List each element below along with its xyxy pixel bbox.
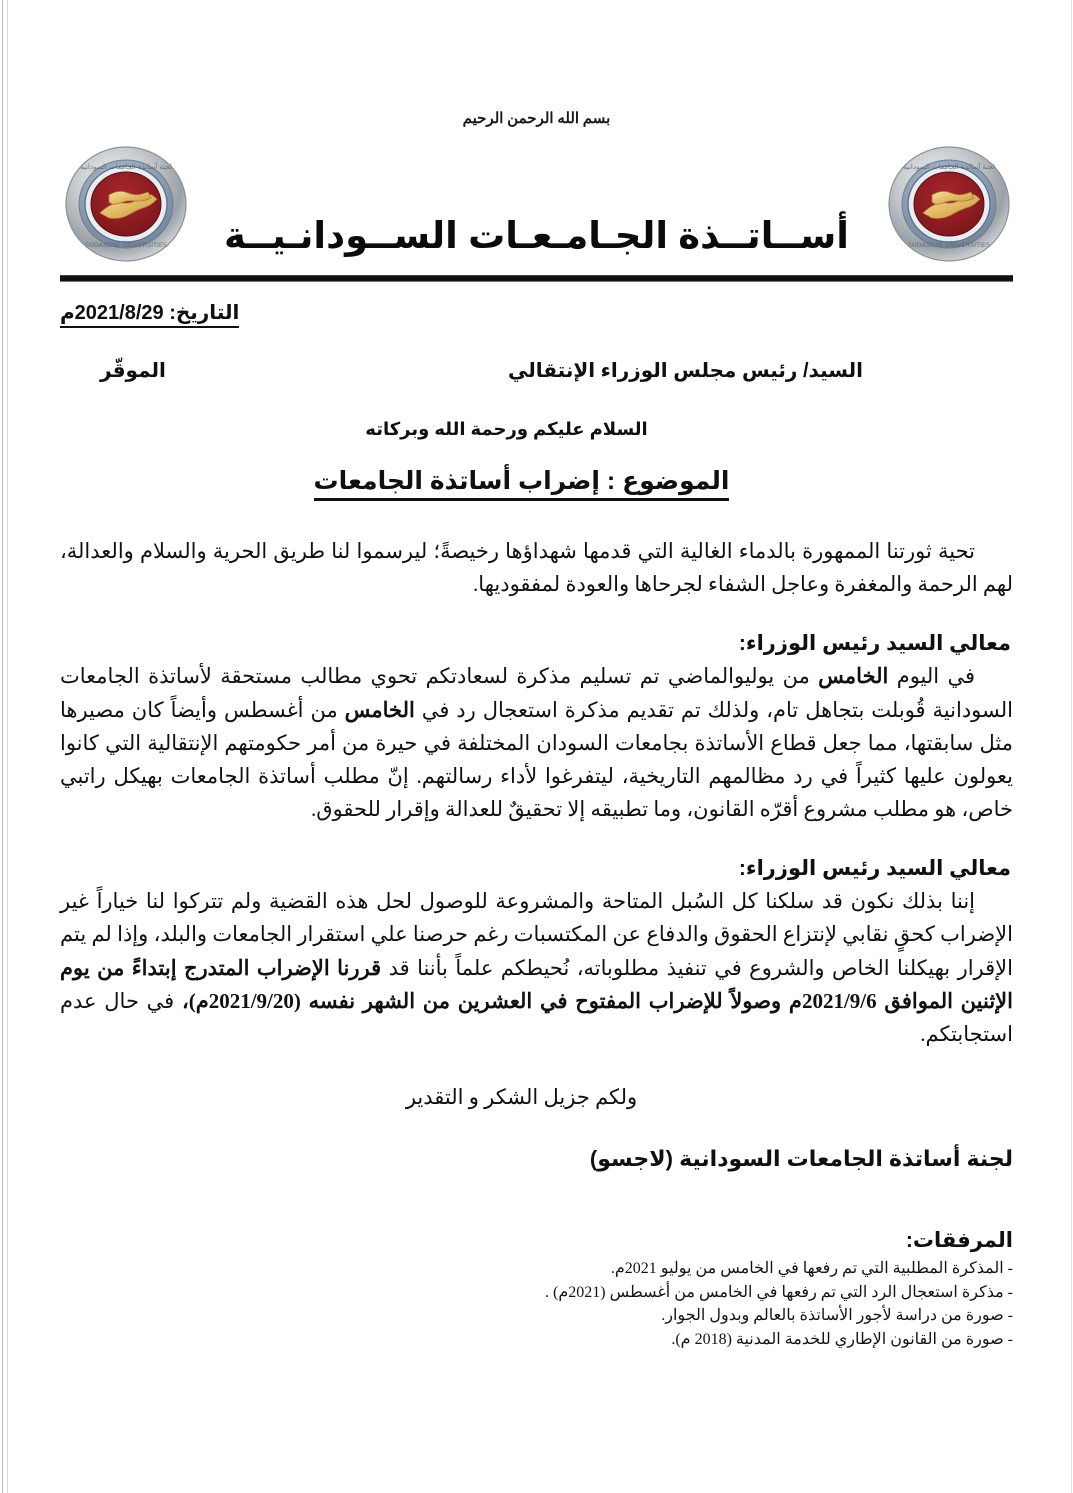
subject-row [60,466,1013,501]
subject-line: الموضوع : إضراب أساتذة الجامعات [314,466,730,501]
recipient-row [60,358,1013,383]
recipient-name: السيد/ رئيس مجلس الوزراء الإنتقالي [508,360,863,382]
attachment-item: - مذكرة استعجال الرد التي تم رفعها في الخامس من أغسطس (2021م) . [545,1283,1013,1301]
attachment-item: - المذكرة المطلبية التي تم رفعها في الخامس من يوليو 2021م. [610,1260,1013,1278]
attachments-title: المرفقات: [905,1229,1013,1253]
s2-bold-strike-dates: قررنا الإضراب المتدرج إبتداءً من يوم الإثنين الموافق 2021/9/6م وصولاً للإضراب المفتوح في العشرين من الشهر نفسه (2021/9/20م)، [60,955,1013,1013]
section-1-paragraph [60,660,1013,826]
s2-text-a: إننا بذلك نكون قد سلكنا كل السُبل المتاحة والمشروعة للوصول لحل هذه القضية ولم تتركوا لنا خياراً غير الإضراب كحقٍ نقابي لإنتزاع الحقوق والدفاع عن المكتسبات رغم حرصنا علي استقرار الجامعات والبلد، وإذا لم يتم الإقرار بهيكلنا الخاص والشروع في تنفيذ مطلوباته، نُحيطكم علماً بأننا قد [60,889,1013,980]
closing-line: ولكم جزيل الشكر و التقدير [405,1085,638,1110]
section-heading-1: معالي السيد رئيس الوزراء: [738,632,1011,656]
letterhead-masthead [60,143,1013,263]
attachment-item: - صورة من دراسة لأجور الأساتذة بالعالم وبدول الجوار. [661,1307,1013,1325]
svg-text:لجنة أساتذة الجامعات السودانية: لجنة أساتذة الجامعات السودانية [903,163,995,171]
organization-title: أســاتــذة الجـامـعـات الســودانـيــة [224,215,849,257]
date-row [60,300,1013,328]
section-heading-2: معالي السيد رئيس الوزراء: [738,857,1011,881]
attachments-section [60,1228,1013,1352]
s1-text-e: من أغسطس وأيضاً كان مصيرها مثل سابقتها، مما جعل قطاع الأساتذة بجامعات السودان المختلفة في حيرة من أمر حكومتهم الإنتقالية التي كانوا يعولون عليها كثيراً في رد مظالمهم التاريخية، ليتفرغوا لأداء رسالتهم. إنّ مطلب أساتذة الجامعات بهيكل راتبي خاص، هو مطلب مشروع أقرّه القانون، وما تطبيقه إلا تحقيقٌ للعدالة وإقرار للحقوق. [60,697,1013,822]
header-divider-rule [60,275,1013,282]
s1-bold-2: الخامس [344,697,415,722]
s1-text-c: من يوليوالماضي تم تسليم مذكرة لسعادتكم تحوي مطالب مستحقة لأساتذة الجامعات السودانية قُوبلت بتجاهل تام، ولذلك تم تقديم مذكرة استعجال رد في [60,664,1013,722]
svg-text:SUDANESE UNIVERSITIES: SUDANESE UNIVERSITIES [84,241,168,249]
attachment-item: - صورة من القانون الإطاري للخدمة المدنية (2018 م). [671,1331,1013,1349]
recipient-honorific: الموقّر [100,360,166,382]
svg-text:لجنة أساتذة الجامعات السودانية: لجنة أساتذة الجامعات السودانية [80,163,172,171]
signature-line: لجنة أساتذة الجامعات السودانية (لاجسو) [589,1146,1013,1172]
s2-text-c: في حال عدم استجابتكم. [60,988,1013,1046]
svg-text:SUDANESE UNIVERSITIES: SUDANESE UNIVERSITIES [907,241,991,249]
section-2-paragraph [60,885,1013,1051]
document-date: التاريخ: 2021/8/29م [60,300,239,328]
s1-bold-1: الخامس [818,664,889,689]
intro-paragraph: تحية ثورتنا الممهورة بالدماء الغالية التي قدمها شهداؤها رخيصةً؛ ليرسموا لنا طريق الحرية والسلام والعدالة، لهم الرحمة والمغفرة وعاجل الشفاء لجرحاها والعودة لمفقوديها. [60,539,1013,597]
bismillah-text: بسم الله الرحمن الرحيم [462,111,611,127]
greeting-line: السلام عليكم ورحمة الله وبركاته [365,419,648,439]
s1-text-a: في اليوم [888,664,976,689]
